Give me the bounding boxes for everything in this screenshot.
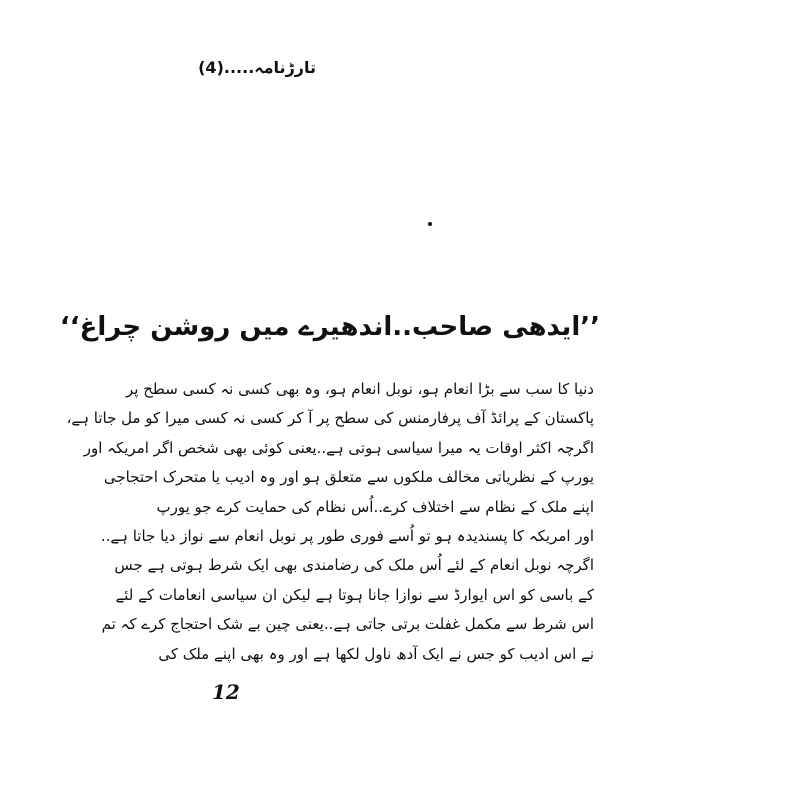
- body-line: اگرچہ نوبل انعام کے لئے اُس ملک کی رضامندی بھی ایک شرط ہوتی ہے جس: [114, 556, 594, 575]
- body-line: اس شرط سے مکمل غفلت برتی جاتی ہے..یعنی چین بے شک احتجاج کرے کہ تم: [101, 615, 594, 634]
- decorative-dot: [428, 222, 432, 226]
- running-head: تارڑنامہ.....(4): [198, 58, 316, 77]
- page-number: 12: [212, 680, 240, 704]
- body-line: یورپ کے نظریاتی مخالف ملکوں سے متعلق ہو اور وہ ادیب یا متحرک احتجاجی: [103, 468, 594, 487]
- body-text: [66, 375, 594, 669]
- body-line: اگرچہ اکثر اوقات یہ میرا سیاسی ہوتی ہے..یعنی کوئی بھی شخص اگر امریکہ اور: [83, 438, 594, 457]
- body-line: پاکستان کے پرائڈ آف پرفارمنس کی سطح پر آ کر کسی نہ کسی میرا کو مل جاتا ہے،: [66, 409, 594, 428]
- body-line: اور امریکہ کا پسندیدہ ہو تو اُسے فوری طور پر نوبل انعام سے نواز دیا جاتا ہے..: [100, 526, 594, 545]
- body-line: اپنے ملک کے نظام سے اختلاف کرے..اُس نظام کی حمایت کرے جو یورپ: [156, 497, 594, 516]
- chapter-title: ’’ایدھی صاحب..اندھیرے میں روشن چراغ‘‘: [59, 312, 600, 342]
- body-line: نے اس ادیب کو جس نے ایک آدھ ناول لکھا ہے اور وہ بھی اپنے ملک کی: [158, 644, 594, 663]
- body-line: دنیا کا سب سے بڑا انعام ہو، نوبل انعام ہو، وہ بھی کسی نہ کسی سطح پر: [126, 380, 594, 398]
- body-line: کے باسی کو اس ایوارڈ سے نوازا جانا ہوتا ہے لیکن ان سیاسی انعامات کے لئے: [115, 585, 594, 604]
